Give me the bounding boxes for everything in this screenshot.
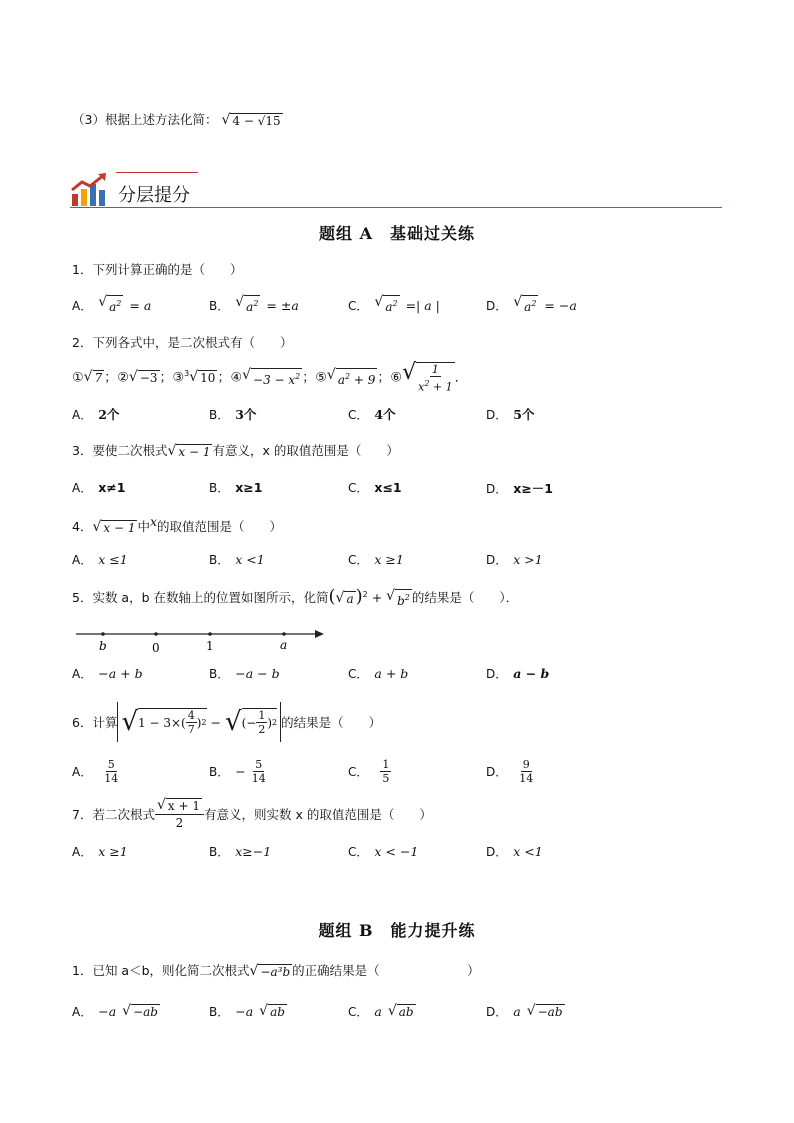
qa7-option-b[interactable]: B． x≥−1 [209,844,272,859]
number-line-label-a: a [280,638,288,652]
qb1-option-b[interactable]: B． −a √ ab [209,1002,285,1019]
qa4-option-d[interactable]: D． x >1 [486,552,543,567]
qa4-stem: 4． √ x − 1 中$^x$的取值范围是（ ） [72,514,283,535]
qa3-options [72,479,732,501]
qb1-option-c[interactable]: C． a √ ab [348,1002,414,1019]
prev-item [72,110,283,129]
qa2-option-b[interactable]: B． 3个 [209,407,257,422]
growth-chart-icon [70,172,110,208]
qa7-option-c[interactable]: C． x < −1 [348,844,419,859]
qa5-options [72,665,732,687]
group-a-title: 题组 A 基础过关练 [319,224,475,243]
qa2-stem: 2．下列各式中，是二次根式有（ ） [72,335,293,350]
number-line-label-b: b [99,639,107,653]
banner-top-rule [116,172,198,173]
qb1-option-d[interactable]: D． a √ −ab [486,1002,563,1019]
group-b-title: 题组 B 能力提升练 [318,921,476,940]
qa6-option-a[interactable]: A． $\frac{5}{14}$ [72,758,119,785]
number-line-point-0 [154,632,158,636]
qa6-abs-expr: √ 1 − 3×( $\frac{4}{7}$ ) 2 − √ (− $\frac{1}{2}$ ) 2 [117,702,281,742]
qa5-option-b[interactable]: B． −a − b [209,666,280,681]
prev-item-text: （3）根据上述方法化简： [72,112,218,127]
qa7-options [72,843,732,865]
number-line [72,622,328,656]
qa6-option-c[interactable]: C． $\frac{1}{5}$ [348,758,390,785]
qa6-option-b[interactable]: B． − $\frac{5}{14}$ [209,758,266,785]
qa2-option-c[interactable]: C． 4个 [348,407,396,422]
qa3-stem: 3．要使二次根式 √ x − 1 有意义，x 的取值范围是（ ） [72,442,399,459]
qa3-option-a[interactable]: A． x≠1 [72,480,126,495]
qa4-option-a[interactable]: A． x ≤1 [72,552,128,567]
qa2-radicals-list: ① √ 7 ；② √ −3 ；③$^3$ √ 10 ；④ √ $-3 - x^2$ ；⑤ √ $a^2 + 9$ ；⑥ √ $\frac{1}{x^2 + 1}$ ． [72,360,468,394]
qa1-option-d[interactable]: D． √ $a^2$ = −a [486,294,577,314]
qa5-option-a[interactable]: A． −a + b [72,666,143,681]
qa1-option-c[interactable]: C． √ $a^2$ =| a | [348,294,440,314]
section-banner [70,170,724,210]
qa6-stem: 6．计算 √ 1 − 3×( $\frac{4}{7}$ ) 2 − √ (− $\frac{1}{2}$ ) 2 的结果是（ ） [72,702,381,742]
qb1-option-a[interactable]: A． −a √ −ab [72,1002,158,1019]
qa5-stem: 5．实数 a，b 在数轴上的位置如图所示，化简( √ a )$^2$ + √ $b^2$ 的结果是（ ）． [72,586,519,608]
qa4-option-b[interactable]: B． x <1 [209,552,265,567]
qa3-option-d[interactable]: D． x≥－1 [486,481,553,496]
qa7-stem: 7．若二次根式 √ x + 1 2 有意义，则实数 x 的取值范围是（ ） [72,796,432,830]
qa2-options [72,405,732,427]
qa1-stem: 1．下列计算正确的是（ ） [72,262,243,277]
banner-title: 分层提分 [118,185,190,206]
qa5-option-c[interactable]: C． a + b [348,666,409,681]
qa1-option-a[interactable]: A． √ $a^2$ = a [72,294,152,314]
qa3-option-b[interactable]: B． x≥1 [209,480,263,495]
qa4-option-c[interactable]: C． x ≥1 [348,552,404,567]
number-line-point-b [101,632,105,636]
number-line-label-1: 1 [206,639,214,653]
qa4-options [72,551,732,573]
qa2-option-a[interactable]: A． 2个 [72,407,120,422]
qa1-option-b[interactable]: B． √ $a^2$ = ±a [209,294,299,314]
qb1-stem: 1．已知 a＜b，则化简二次根式 √ −a³b 的正确结果是（ ） [72,962,480,979]
qa7-option-d[interactable]: D． x <1 [486,844,543,859]
qa3-option-c[interactable]: C． x≤1 [348,480,402,495]
number-line-label-0: 0 [152,641,160,655]
number-line-point-1 [208,632,212,636]
qa5-option-d[interactable]: D． a − b [486,666,550,681]
banner-bottom-rule [70,207,722,208]
qb1-options [72,1003,732,1025]
qa7-frac: √ x + 1 2 [155,797,204,831]
number-line-arrow [315,630,324,638]
prev-item-expr: √ 4 − √15 [221,111,281,128]
qa6-options [72,758,732,794]
qa6-option-d[interactable]: D． $\frac{9}{14}$ [486,758,534,785]
number-line-point-a [282,632,286,636]
qa2-option-d[interactable]: D． 5个 [486,407,535,422]
qa7-option-a[interactable]: A． x ≥1 [72,844,128,859]
qa1-options [72,295,732,317]
